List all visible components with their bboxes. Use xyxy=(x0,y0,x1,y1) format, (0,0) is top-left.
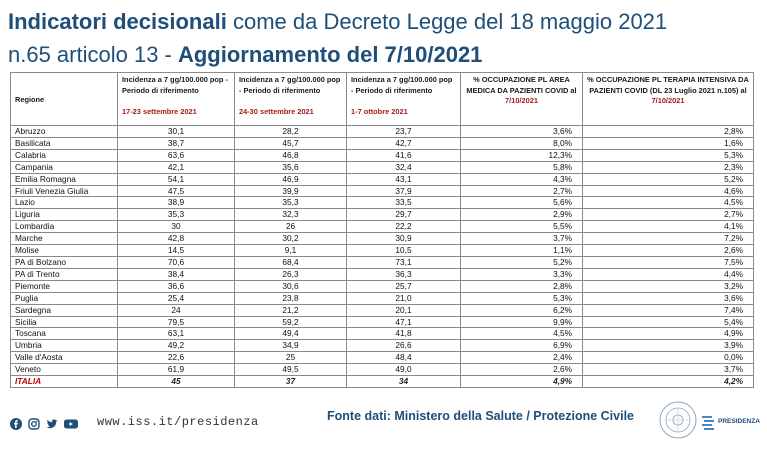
cell-incidence-2: 46,9 xyxy=(235,173,347,185)
cell-terapia-intensiva: 3,2% xyxy=(583,280,754,292)
youtube-icon[interactable] xyxy=(64,418,78,430)
cell-terapia-intensiva: 2,7% xyxy=(583,209,754,221)
cell-incidence-2: 49,4 xyxy=(235,328,347,340)
header-date-5: 7/10/2021 xyxy=(651,96,685,105)
cell-terapia-intensiva: 3,6% xyxy=(583,292,754,304)
title2-rest: n.65 articolo 13 - xyxy=(8,42,178,67)
table-row xyxy=(11,364,754,376)
header-date-4: 7/10/2021 xyxy=(505,96,538,105)
cell-region: Friuli Venezia Giulia xyxy=(11,185,118,197)
cell-area-medica: 5,2% xyxy=(461,256,583,268)
cell-incidence-1: 54,1 xyxy=(118,173,235,185)
cell-area-medica: 2,9% xyxy=(461,209,583,221)
table-row xyxy=(11,268,754,280)
cell-area-medica: 8,0% xyxy=(461,137,583,149)
cell-area-medica: 6,9% xyxy=(461,340,583,352)
cell-terapia-intensiva: 1,6% xyxy=(583,137,754,149)
cell-incidence-3: 41,8 xyxy=(347,328,461,340)
table-row xyxy=(11,233,754,245)
cell-incidence-1: 30,1 xyxy=(118,126,235,138)
table-row xyxy=(11,209,754,221)
cell-region: Puglia xyxy=(11,292,118,304)
table-row xyxy=(11,245,754,257)
cell-terapia-intensiva: 2,3% xyxy=(583,161,754,173)
facebook-icon[interactable] xyxy=(10,418,22,430)
cell-incidence-1: 47,5 xyxy=(118,185,235,197)
cell-area-medica: 2,6% xyxy=(461,364,583,376)
cell-incidence-3: 21,0 xyxy=(347,292,461,304)
cell-incidence-1: 38,7 xyxy=(118,137,235,149)
table-row xyxy=(11,126,754,138)
cell-area-medica: 2,8% xyxy=(461,280,583,292)
cell-terapia-intensiva: 4,9% xyxy=(583,328,754,340)
cell-incidence-3: 32,4 xyxy=(347,161,461,173)
cell-incidence-3: 33,5 xyxy=(347,197,461,209)
cell-area-medica: 5,8% xyxy=(461,161,583,173)
cell-terapia-intensiva: 3,7% xyxy=(583,364,754,376)
table-row xyxy=(11,185,754,197)
cell-region: PA di Trento xyxy=(11,268,118,280)
cell-incidence-1: 38,4 xyxy=(118,268,235,280)
cell-incidence-2: 46,8 xyxy=(235,149,347,161)
cell-area-medica: 12,3% xyxy=(461,149,583,161)
cell-incidence-1: 42,1 xyxy=(118,161,235,173)
website-link[interactable]: www.iss.it/presidenza xyxy=(97,415,259,429)
cell-terapia-intensiva: 2,8% xyxy=(583,126,754,138)
cell-incidence-3: 29,7 xyxy=(347,209,461,221)
cell-incidence-3-total: 34 xyxy=(347,376,461,388)
cell-region: Basilicata xyxy=(11,137,118,149)
cell-region: Veneto xyxy=(11,364,118,376)
cell-incidence-1: 22,6 xyxy=(118,352,235,364)
cell-area-medica: 3,7% xyxy=(461,233,583,245)
cell-region: Campania xyxy=(11,161,118,173)
cell-incidence-1: 61,9 xyxy=(118,364,235,376)
cell-incidence-1: 49,2 xyxy=(118,340,235,352)
cell-region: Marche xyxy=(11,233,118,245)
instagram-icon[interactable] xyxy=(28,418,40,430)
cell-incidence-2: 26 xyxy=(235,221,347,233)
cell-incidence-2: 25 xyxy=(235,352,347,364)
cell-incidence-3: 48,4 xyxy=(347,352,461,364)
cell-area-medica-total: 4,9% xyxy=(461,376,583,388)
cell-incidence-2: 68,4 xyxy=(235,256,347,268)
cell-incidence-2: 39,9 xyxy=(235,185,347,197)
header-region: Regione xyxy=(11,73,118,126)
cell-region: Calabria xyxy=(11,149,118,161)
cell-incidence-3: 41,6 xyxy=(347,149,461,161)
cell-terapia-intensiva: 5,2% xyxy=(583,173,754,185)
header-terapia-intensiva: % OCCUPAZIONE PL TERAPIA INTENSIVA DA PAZIENTI COVID (DL 23 Luglio 2021 n.105) al 7/10/2021 xyxy=(583,73,754,126)
cell-terapia-intensiva: 4,1% xyxy=(583,221,754,233)
cell-incidence-3: 26,6 xyxy=(347,340,461,352)
table-row xyxy=(11,304,754,316)
table-row xyxy=(11,161,754,173)
table-row xyxy=(11,292,754,304)
cell-region: Umbria xyxy=(11,340,118,352)
cell-incidence-2: 35,3 xyxy=(235,197,347,209)
cell-region: Sicilia xyxy=(11,316,118,328)
footer xyxy=(0,398,767,449)
cell-terapia-intensiva-total: 4,2% xyxy=(583,376,754,388)
cell-region: Lombardia xyxy=(11,221,118,233)
cell-terapia-intensiva: 7,2% xyxy=(583,233,754,245)
cell-terapia-intensiva: 0,0% xyxy=(583,352,754,364)
cell-incidence-2: 9,1 xyxy=(235,245,347,257)
table-row xyxy=(11,280,754,292)
cell-region: Toscana xyxy=(11,328,118,340)
cell-region: Piemonte xyxy=(11,280,118,292)
cell-area-medica: 3,3% xyxy=(461,268,583,280)
presidenza-label: PRESIDENZA xyxy=(718,418,760,425)
cell-area-medica: 2,7% xyxy=(461,185,583,197)
cell-incidence-1: 30 xyxy=(118,221,235,233)
header-period-1: 17-23 settembre 2021 xyxy=(122,106,197,116)
table-row xyxy=(11,328,754,340)
cell-incidence-1: 35,3 xyxy=(118,209,235,221)
cell-incidence-1: 42,8 xyxy=(118,233,235,245)
cell-incidence-3: 20,1 xyxy=(347,304,461,316)
twitter-icon[interactable] xyxy=(46,418,58,430)
header-area-medica: % OCCUPAZIONE PL AREA MEDICA DA PAZIENTI COVID al 7/10/2021 xyxy=(461,73,583,126)
cell-terapia-intensiva: 4,4% xyxy=(583,268,754,280)
cell-incidence-2: 30,2 xyxy=(235,233,347,245)
table-row xyxy=(11,352,754,364)
cell-incidence-3: 22,2 xyxy=(347,221,461,233)
cell-terapia-intensiva: 7,4% xyxy=(583,304,754,316)
table-row xyxy=(11,137,754,149)
cell-area-medica: 4,3% xyxy=(461,173,583,185)
cell-area-medica: 9,9% xyxy=(461,316,583,328)
cell-incidence-2: 32,3 xyxy=(235,209,347,221)
cell-region: Lazio xyxy=(11,197,118,209)
cell-terapia-intensiva: 2,6% xyxy=(583,245,754,257)
cell-area-medica: 5,5% xyxy=(461,221,583,233)
cell-region: Liguria xyxy=(11,209,118,221)
cell-region: Sardegna xyxy=(11,304,118,316)
header-incidence-1: Incidenza a 7 gg/100.000 pop - Periodo di riferimento 17-23 settembre 2021 xyxy=(118,73,235,126)
table-row xyxy=(11,340,754,352)
cell-incidence-2: 26,3 xyxy=(235,268,347,280)
cell-incidence-2: 49,5 xyxy=(235,364,347,376)
cell-area-medica: 5,6% xyxy=(461,197,583,209)
cell-incidence-1: 24 xyxy=(118,304,235,316)
cell-incidence-3: 47,1 xyxy=(347,316,461,328)
table-row xyxy=(11,221,754,233)
cell-area-medica: 1,1% xyxy=(461,245,583,257)
table-row xyxy=(11,149,754,161)
cell-incidence-1: 70,6 xyxy=(118,256,235,268)
cell-incidence-3: 42,7 xyxy=(347,137,461,149)
cell-area-medica: 3,6% xyxy=(461,126,583,138)
cell-region: PA di Bolzano xyxy=(11,256,118,268)
cell-terapia-intensiva: 5,4% xyxy=(583,316,754,328)
iss-seal-icon xyxy=(658,400,698,440)
cell-incidence-3: 73,1 xyxy=(347,256,461,268)
table-row xyxy=(11,197,754,209)
cell-incidence-2: 21,2 xyxy=(235,304,347,316)
cell-incidence-1: 63,6 xyxy=(118,149,235,161)
title-bold: Indicatori decisionali xyxy=(8,9,227,34)
cell-region: Abruzzo xyxy=(11,126,118,138)
cell-incidence-3: 49,0 xyxy=(347,364,461,376)
cell-region: Valle d'Aosta xyxy=(11,352,118,364)
cell-region-total: ITALIA xyxy=(11,376,118,388)
cell-incidence-1-total: 45 xyxy=(118,376,235,388)
cell-terapia-intensiva: 4,6% xyxy=(583,185,754,197)
cell-terapia-intensiva: 7,5% xyxy=(583,256,754,268)
header-incidence-2: Incidenza a 7 gg/100.000 pop - Periodo di riferimento 24-30 settembre 2021 xyxy=(235,73,347,126)
cell-region: Molise xyxy=(11,245,118,257)
header-period-3: 1-7 ottobre 2021 xyxy=(351,106,408,116)
cell-terapia-intensiva: 5,3% xyxy=(583,149,754,161)
cell-incidence-2: 59,2 xyxy=(235,316,347,328)
data-source: Fonte dati: Ministero della Salute / Protezione Civile xyxy=(327,409,634,423)
cell-incidence-3: 10,5 xyxy=(347,245,461,257)
cell-incidence-2: 34,9 xyxy=(235,340,347,352)
cell-incidence-1: 63,1 xyxy=(118,328,235,340)
cell-region: Emilia Romagna xyxy=(11,173,118,185)
cell-incidence-2: 45,7 xyxy=(235,137,347,149)
table-row xyxy=(11,173,754,185)
indicators-table xyxy=(10,72,754,388)
cell-incidence-3: 36,3 xyxy=(347,268,461,280)
cell-terapia-intensiva: 4,5% xyxy=(583,197,754,209)
cell-incidence-3: 37,9 xyxy=(347,185,461,197)
cell-incidence-2: 30,6 xyxy=(235,280,347,292)
cell-incidence-1: 36,6 xyxy=(118,280,235,292)
cell-incidence-3: 30,9 xyxy=(347,233,461,245)
table-total-row xyxy=(11,376,754,388)
cell-incidence-1: 14,5 xyxy=(118,245,235,257)
table-row xyxy=(11,316,754,328)
cell-incidence-2-total: 37 xyxy=(235,376,347,388)
page-title-line1 xyxy=(8,9,758,35)
cell-area-medica: 2,4% xyxy=(461,352,583,364)
table-row xyxy=(11,256,754,268)
cell-incidence-1: 79,5 xyxy=(118,316,235,328)
header-period-2: 24-30 settembre 2021 xyxy=(239,106,314,116)
cell-incidence-2: 23,8 xyxy=(235,292,347,304)
cell-incidence-2: 28,2 xyxy=(235,126,347,138)
title-rest: come da Decreto Legge del 18 maggio 2021 xyxy=(226,9,668,34)
cell-incidence-3: 23,7 xyxy=(347,126,461,138)
cell-area-medica: 4,5% xyxy=(461,328,583,340)
cell-incidence-3: 43,1 xyxy=(347,173,461,185)
cell-area-medica: 6,2% xyxy=(461,304,583,316)
title2-bold: Aggiornamento del 7/10/2021 xyxy=(177,42,483,67)
table-header-row xyxy=(11,73,754,126)
cell-incidence-3: 25,7 xyxy=(347,280,461,292)
cell-incidence-1: 25,4 xyxy=(118,292,235,304)
cell-terapia-intensiva: 3,9% xyxy=(583,340,754,352)
cell-incidence-1: 38,9 xyxy=(118,197,235,209)
cell-area-medica: 5,3% xyxy=(461,292,583,304)
cell-incidence-2: 35,6 xyxy=(235,161,347,173)
page-title-line2 xyxy=(8,42,758,68)
header-incidence-3: Incidenza a 7 gg/100.000 pop - Periodo di riferimento 1-7 ottobre 2021 xyxy=(347,73,461,126)
